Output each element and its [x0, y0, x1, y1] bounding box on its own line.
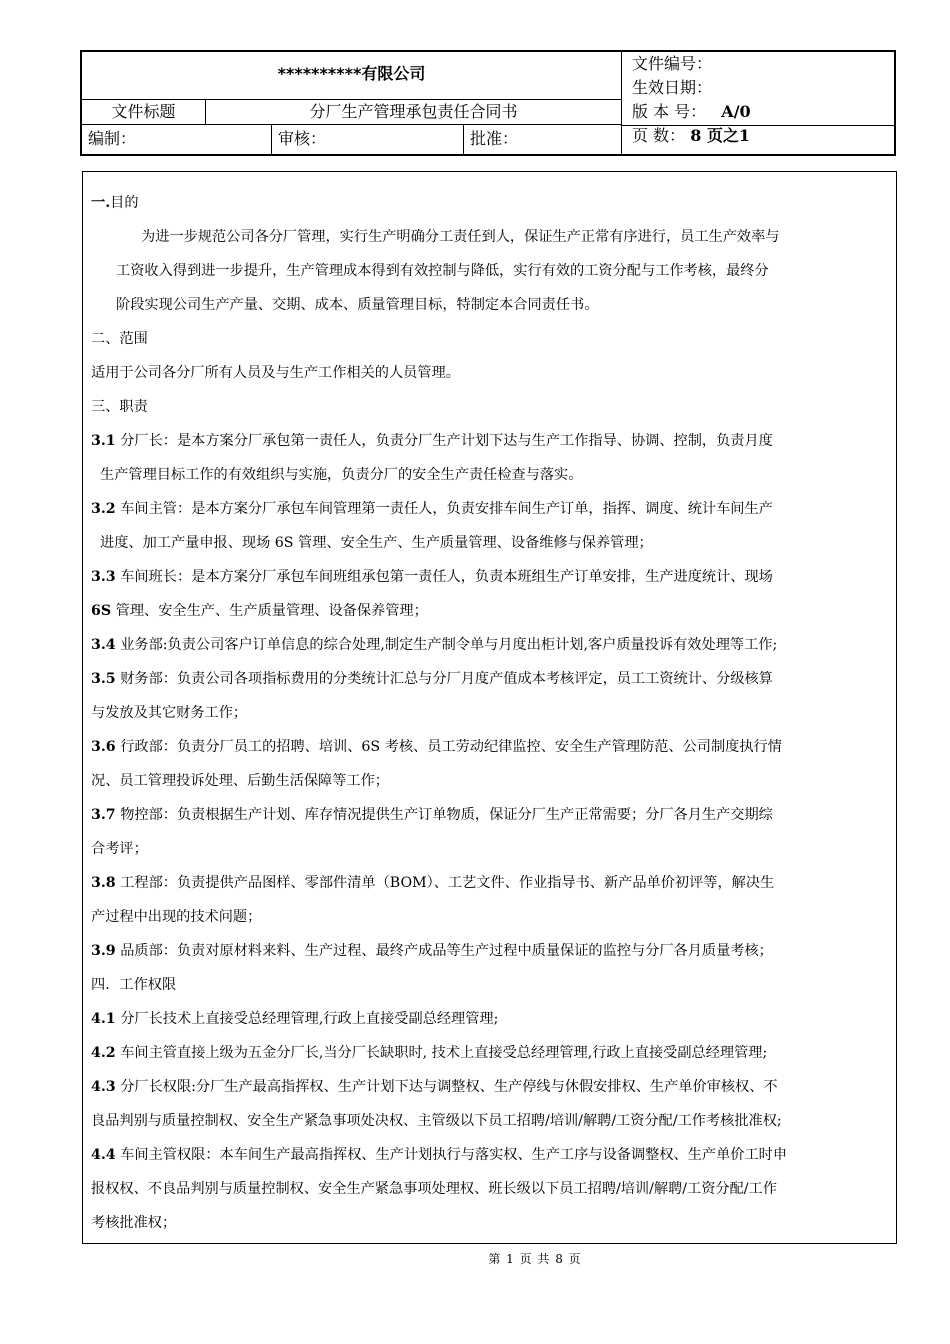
- line-text: 业务部:负责公司客户订单信息的综合处理,制定生产制令单与月度出柜计划,客户质量投诉有效处理等工作;: [115, 637, 778, 653]
- line-number: 3.2: [91, 501, 116, 517]
- body-line: [91, 492, 890, 526]
- body-line: [91, 866, 890, 900]
- body-line: [91, 832, 890, 866]
- line-number: 3.1: [91, 433, 116, 449]
- line-number: 一.: [91, 195, 111, 211]
- line-number: 4.3: [91, 1079, 116, 1095]
- line-text: 合考评；: [91, 841, 148, 857]
- line-text: 财务部：负责公司各项指标费用的分类统计汇总与分厂月度产值成本考核评定，员工工资统计、分级核算: [115, 671, 773, 687]
- line-text: 二、范围: [91, 331, 148, 347]
- line-number: 6S: [91, 603, 112, 619]
- body-line: [91, 1070, 890, 1104]
- line-text: 为进一步规范公司各分厂管理，实行生产明确分工责任到人，保证生产正常有序进行，员工生产效率与: [141, 229, 780, 245]
- body-line: [91, 594, 890, 628]
- doc-title-value: 分厂生产管理承包责任合同书: [206, 100, 622, 125]
- review-label: 审核：: [272, 125, 464, 154]
- line-number: 4.2: [91, 1045, 116, 1061]
- pages-row: [632, 124, 894, 148]
- body-line: [91, 1172, 890, 1206]
- line-text: 适用于公司各分厂所有人员及与生产工作相关的人员管理。: [91, 365, 460, 381]
- body-line: [91, 220, 890, 254]
- line-text: 考核批准权；: [91, 1215, 177, 1231]
- line-text: 四．工作权限: [91, 977, 177, 993]
- line-text: 良品判别与质量控制权、安全生产紧急事项处决权、主管级以下员工招聘/培训/解聘/工资分配/工作考核批准权;: [91, 1113, 782, 1129]
- line-number: 3.4: [91, 637, 116, 653]
- body-line: [91, 390, 890, 424]
- body-line: [91, 560, 890, 594]
- body-line: [91, 356, 890, 390]
- page-number: 第 1 页 共 8 页: [488, 1252, 582, 1266]
- version-value: A/0: [721, 102, 751, 121]
- line-number: 4.4: [91, 1147, 116, 1163]
- line-text: 物控部：负责根据生产计划、库存情况提供生产订单物质，保证分厂生产正常需要；分厂各月生产交期综: [115, 807, 773, 823]
- body-line: [91, 1104, 890, 1138]
- doc-no-label: 文件编号：: [632, 54, 713, 73]
- body-line: [91, 696, 890, 730]
- line-number: 3.8: [91, 875, 116, 891]
- line-text: 报权权、不良品判别与质量控制权、安全生产紧急事项处理权、班长级以下员工招聘/培训/解聘/工资分配/工作: [91, 1181, 777, 1197]
- compile-label: 编制：: [82, 125, 272, 154]
- body-line: [91, 322, 890, 356]
- doc-meta: [622, 52, 894, 154]
- line-number: 3.9: [91, 943, 116, 959]
- body-line: [91, 1036, 890, 1070]
- pages-value: 8 页之1: [690, 126, 751, 145]
- line-text: 阶段实现公司生产产量、交期、成本、质量管理目标，特制定本合同责任书。: [116, 297, 599, 313]
- line-text: 三、职责: [91, 399, 148, 415]
- line-text: 进度、加工产量申报、现场 6S 管理、安全生产、生产质量管理、设备维修与保养管理；: [100, 535, 653, 551]
- line-number: 4.1: [91, 1011, 116, 1027]
- line-number: 3.7: [91, 807, 116, 823]
- effective-date-label: 生效日期：: [632, 78, 713, 97]
- line-text: 况、员工管理投诉处理、后勤生活保障等工作；: [91, 773, 389, 789]
- line-text: 车间主管权限：本车间生产最高指挥权、生产计划执行与落实权、生产工序与设备调整权、生产单价工时申: [115, 1147, 788, 1163]
- pages-label: 页 数：: [632, 126, 686, 145]
- body-line: [91, 764, 890, 798]
- line-text: 分厂长技术上直接受总经理管理,行政上直接受副总经理管理;: [115, 1011, 499, 1027]
- body-line: [91, 288, 890, 322]
- document-header-table: [80, 50, 896, 156]
- body-line: [91, 424, 890, 458]
- body-line: [91, 662, 890, 696]
- line-text: 行政部：负责分厂员工的招聘、培训、6S 考核、员工劳动纪律监控、安全生产管理防范、公司制度执行情: [115, 739, 782, 755]
- version-label: 版 本 号：: [632, 102, 707, 121]
- line-text: 车间主管：是本方案分厂承包车间管理第一责任人，负责安排车间生产订单，指挥、调度、统计车间生产: [115, 501, 773, 517]
- body-line: [91, 526, 890, 560]
- line-text: 生产管理目标工作的有效组织与实施，负责分厂的安全生产责任检查与落实。: [100, 467, 583, 483]
- body-line: [91, 900, 890, 934]
- body-line: [91, 934, 890, 968]
- body-line: [91, 968, 890, 1002]
- line-text: 工程部：负责提供产品图样、零部件清单（BOM）、工艺文件、作业指导书、新产品单价初评等，解决生: [115, 875, 775, 891]
- body-line: [91, 186, 890, 220]
- document-body: [82, 171, 897, 1244]
- version-row: [632, 100, 894, 124]
- company-name: **********有限公司: [82, 52, 622, 100]
- body-line: [91, 730, 890, 764]
- body-line: [91, 628, 890, 662]
- line-text: 与发放及其它财务工作；: [91, 705, 248, 721]
- line-text: 品质部：负责对原材料来料、生产过程、最终产成品等生产过程中质量保证的监控与分厂各月质量考核；: [115, 943, 773, 959]
- body-line: [91, 1206, 890, 1240]
- body-line: [91, 254, 890, 288]
- line-text: 工资收入得到进一步提升，生产管理成本得到有效控制与降低，实行有效的工资分配与工作考核，最终分: [116, 263, 769, 279]
- approve-label: 批准：: [464, 125, 622, 154]
- line-number: 3.6: [91, 739, 116, 755]
- doc-title-label: 文件标题: [82, 100, 206, 125]
- line-text: 管理、安全生产、生产质量管理、设备保养管理；: [111, 603, 428, 619]
- line-number: 3.5: [91, 671, 116, 687]
- body-line: [91, 458, 890, 492]
- body-line: [91, 1002, 890, 1036]
- line-text: 产过程中出现的技术问题；: [91, 909, 262, 925]
- page-footer: [0, 1250, 950, 1267]
- line-text: 目的: [110, 195, 139, 211]
- body-line: [91, 1138, 890, 1172]
- line-text: 车间班长：是本方案分厂承包车间班组承包第一责任人，负责本班组生产订单安排，生产进度统计、现场: [115, 569, 773, 585]
- line-text: 分厂长权限:分厂生产最高指挥权、生产计划下达与调整权、生产停线与休假安排权、生产单价审核权、不: [115, 1079, 778, 1095]
- body-line: [91, 798, 890, 832]
- line-text: 车间主管直接上级为五金分厂长,当分厂长缺职时, 技术上直接受总经理管理,行政上直接受副总经理管理;: [115, 1045, 768, 1061]
- line-text: 分厂长：是本方案分厂承包第一责任人，负责分厂生产计划下达与生产工作指导、协调、控制，负责月度: [115, 433, 773, 449]
- line-number: 3.3: [91, 569, 116, 585]
